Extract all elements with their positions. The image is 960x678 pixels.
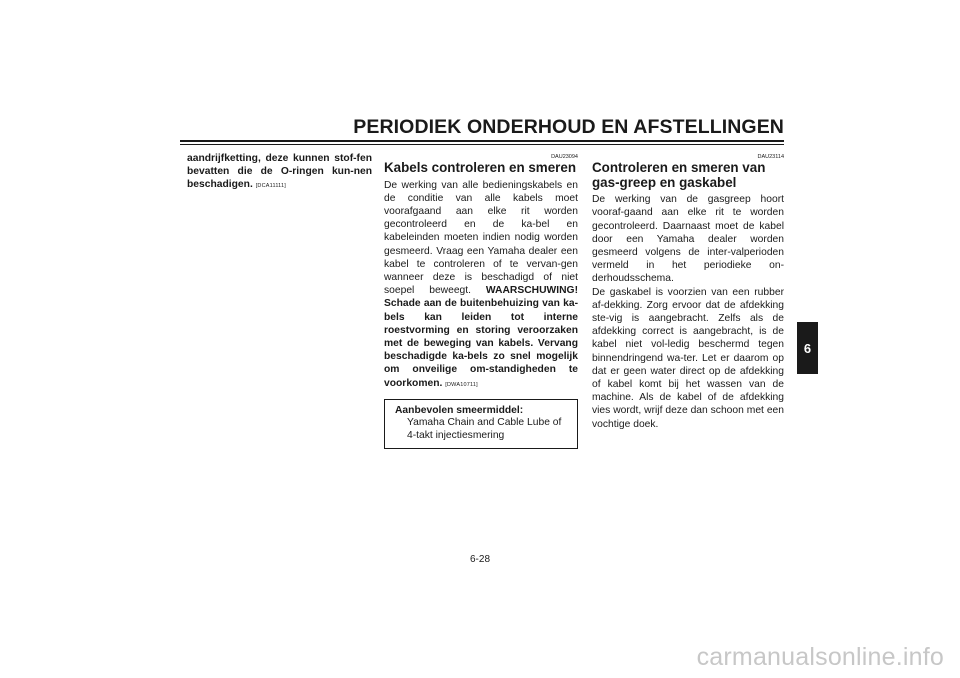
body-text: De werking van alle bedieningskabels en de conditie van alle kabels moet voorafgaand aan elke rit worden gecontroleerd en de ka-bel en kabeleinden moeten indien nodig worden gesmeerd. Vraag een Yamaha dealer een kabel te controleren of te vervan-gen wanneer deze is beschadigd of niet soepel beweegt. xyxy=(384,179,578,297)
column-left xyxy=(187,152,372,194)
caution-text: aandrijfketting, deze kunnen stof-fen bevatten die de O-ringen kun-nen beschadigen. xyxy=(187,153,372,191)
lubricant-value: Yamaha Chain and Cable Lube of 4-takt injectiesmering xyxy=(407,417,562,441)
page-title: PERIODIEK ONDERHOUD EN AFSTELLINGEN xyxy=(353,116,784,138)
warning-code: [DWA10711] xyxy=(445,381,478,388)
section-title-cables: Kabels controleren en smeren xyxy=(384,160,577,175)
header-rule-thick xyxy=(180,140,784,142)
section-para-throttle-2: De gaskabel is voorzien van een rubber af-dekking. Zorg ervoor dat de afdekking ste-vig is aangebracht. Zelfs als de afdekking correct is aangebracht, is de kabel niet vol-ledig beschermd tegen binnendringend wa-ter. Let er daarom op dat er geen water direct op de afdekking of kabel komt bij het wassen van de machine. Als de kabel of de afdekking vies wordt, wrijf deze dan schoon met een vochtige doek. xyxy=(592,286,784,430)
section-code: DAU23094 xyxy=(551,154,578,160)
chapter-tab: 6 xyxy=(797,322,818,374)
section-para-throttle-1: De werking van de gasgreep hoort vooraf-gaand aan elke rit te worden gecontroleerd. Daarnaast moet de kabel door een Yamaha dealer worden gesmeerd volgens de inter-valperioden vermeld in het periodieke on-derhoudsschema. xyxy=(592,194,784,285)
caution-code: [DCA11111] xyxy=(255,183,287,190)
page-number: 6-28 xyxy=(469,554,490,565)
section-title-throttle: Controleren en smeren van gas-greep en gaskabel xyxy=(592,160,766,190)
watermark: carmanualsonline.info xyxy=(696,643,944,671)
warning-text: WAARSCHUWING! Schade aan de buitenbehuizing van ka-bels kan leiden tot interne roestvorming en storing veroorzaken met de beweging van kabels. Vervang beschadigde ka-bels zo snel mogelijk om onveilige om-standigheden te voorkomen. xyxy=(384,285,578,389)
lubricant-label: Aanbevolen smeermiddel: xyxy=(395,404,524,416)
continued-caution-text xyxy=(187,152,372,194)
column-right xyxy=(592,152,784,431)
section-body-cables xyxy=(384,179,578,392)
column-middle xyxy=(384,152,578,449)
header-rule-thin xyxy=(180,144,784,145)
recommended-lubricant-box xyxy=(384,399,578,450)
section-code: DAU23114 xyxy=(757,154,784,160)
